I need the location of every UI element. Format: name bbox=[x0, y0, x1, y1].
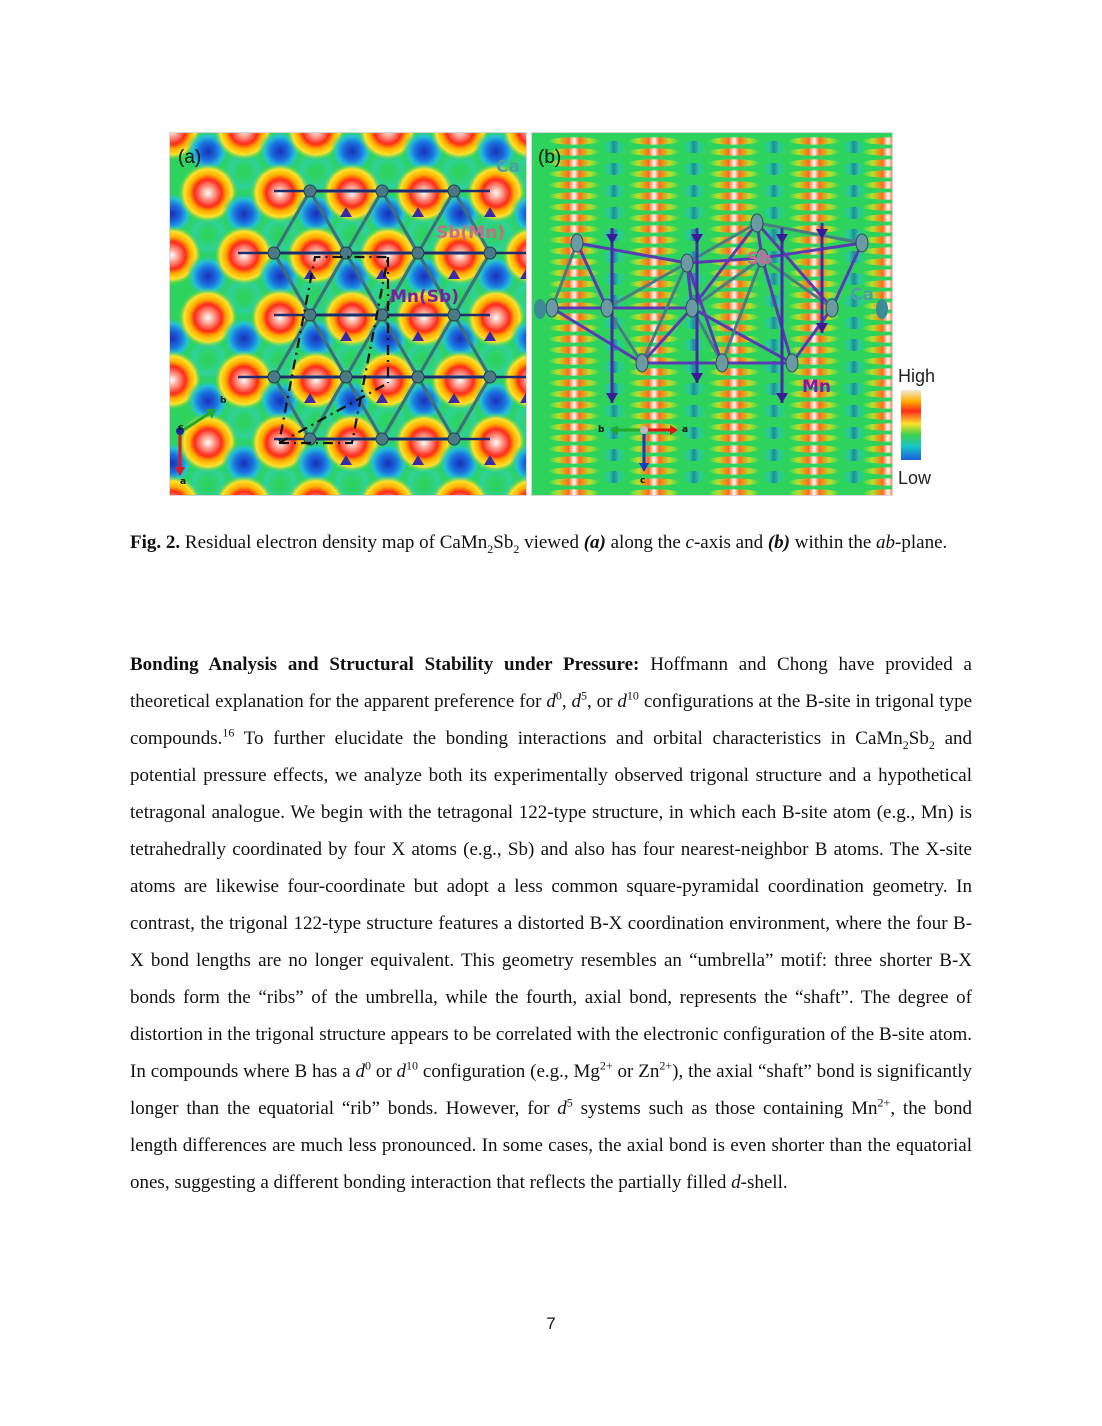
caption-marker-b: (b) bbox=[767, 532, 791, 553]
density-contour bbox=[602, 471, 626, 483]
ca-atom bbox=[534, 299, 546, 319]
density-contour bbox=[762, 185, 786, 197]
body-text: Hoffmann and Chong have provided a theoretical explanation for the apparent preference for bbox=[130, 654, 972, 712]
density-stripe bbox=[628, 456, 680, 463]
body-text: and potential pressure effects, we analyze both its experimentally observed trigonal structure and a hypothetical tetragonal analogue. We begin with the tetragonal 122-type structure, in which each B-site atom (e.g., Mn) is tetrahedrally coordinated by four X atoms (e.g., Sb) and also has four nearest-neighbor B atoms. The X-site atoms are likewise four-coordinate but adopt a less common square-pyramidal coordination geometry. In contrast, the trigonal 122-type structure features a distorted B-X coordination environment, where the four B-X bond lengths are no longer equivalent. This geometry resembles an “umbrella” motif: three shorter B-X bonds form the “ribs” of the umbrella, while the fourth, axial bond, represents the “shaft”. The degree of distortion in the trigonal structure appears to be correlated with the electronic configuration of the B-site atom. In compounds where B has a bbox=[130, 728, 973, 1082]
panel-a-label-ca: Ca bbox=[496, 157, 520, 177]
sb-atom bbox=[571, 234, 583, 252]
density-stripe bbox=[628, 214, 680, 221]
density-stripe bbox=[628, 313, 680, 320]
body-d: d bbox=[546, 691, 556, 712]
body-sup: 5 bbox=[566, 1095, 573, 1110]
density-contour bbox=[842, 427, 866, 439]
figure-caption bbox=[130, 532, 975, 554]
density-contour bbox=[842, 141, 866, 153]
panel-a-axis-b: b bbox=[220, 396, 227, 406]
density-contour bbox=[762, 405, 786, 417]
panel-a-tag: (a) bbox=[178, 147, 202, 168]
density-stripe bbox=[708, 368, 760, 375]
sb-atom bbox=[856, 234, 868, 252]
body-d: d bbox=[355, 1061, 365, 1082]
caption-sub: 2 bbox=[487, 541, 494, 556]
density-stripe bbox=[708, 181, 760, 188]
density-stripe bbox=[788, 192, 840, 199]
density-stripe bbox=[788, 203, 840, 210]
density-stripe bbox=[548, 390, 600, 397]
density-stripe bbox=[548, 203, 600, 210]
body-sup: 2+ bbox=[877, 1095, 891, 1110]
panel-a-density-map bbox=[169, 132, 527, 496]
ca-atom bbox=[376, 185, 388, 197]
density-stripe bbox=[628, 379, 680, 386]
body-sup: 10 bbox=[626, 688, 639, 703]
body-text: configuration (e.g., Mg bbox=[418, 1061, 600, 1082]
density-stripe bbox=[628, 236, 680, 243]
density-colorbar bbox=[901, 390, 921, 460]
body-sub: 2 bbox=[928, 737, 935, 752]
density-stripe bbox=[548, 445, 600, 452]
density-stripe bbox=[708, 170, 760, 177]
density-stripe bbox=[628, 401, 680, 408]
ca-atom bbox=[268, 371, 280, 383]
density-stripe bbox=[788, 467, 840, 474]
panel-b-graphic bbox=[532, 133, 892, 495]
sb-atom bbox=[681, 254, 693, 272]
caption-text: Residual electron density map of CaMn bbox=[180, 532, 488, 553]
axis-origin bbox=[640, 426, 648, 434]
density-contour bbox=[682, 405, 706, 417]
ca-atom bbox=[412, 371, 424, 383]
panel-b-density-map bbox=[531, 132, 893, 496]
density-stripe bbox=[788, 423, 840, 430]
density-stripe bbox=[548, 335, 600, 342]
density-stripe bbox=[548, 357, 600, 364]
density-stripe bbox=[708, 379, 760, 386]
density-contour bbox=[842, 207, 866, 219]
density-stripe bbox=[788, 346, 840, 353]
density-stripe bbox=[548, 478, 600, 485]
body-sup: 10 bbox=[406, 1058, 419, 1073]
body-text: , or bbox=[587, 691, 618, 712]
density-stripe bbox=[708, 148, 760, 155]
ca-atom bbox=[448, 185, 460, 197]
sb-atom bbox=[546, 299, 558, 317]
page-number: 7 bbox=[546, 1314, 556, 1333]
caption-c-axis: c bbox=[685, 532, 694, 553]
density-contour bbox=[842, 163, 866, 175]
density-stripe bbox=[628, 390, 680, 397]
density-contour bbox=[762, 427, 786, 439]
density-stripe bbox=[708, 456, 760, 463]
density-contour bbox=[842, 361, 866, 373]
caption-label: Fig. 2. bbox=[130, 532, 181, 553]
caption-text: along the bbox=[605, 532, 686, 553]
body-text: ), the axial “shaft” bond is significantly longer than the equatorial “rib” bonds. However, for bbox=[130, 1061, 973, 1119]
density-stripe bbox=[708, 401, 760, 408]
panel-a-label-mn-sb: Mn(Sb) bbox=[390, 287, 459, 307]
density-stripe bbox=[708, 434, 760, 441]
density-contour bbox=[842, 449, 866, 461]
density-stripe bbox=[788, 258, 840, 265]
caption-text: viewed bbox=[519, 532, 584, 553]
body-d: d bbox=[617, 691, 627, 712]
density-stripe bbox=[788, 434, 840, 441]
panel-a-label-sb-mn: Sb(Mn) bbox=[436, 223, 505, 243]
density-contour bbox=[842, 405, 866, 417]
density-stripe bbox=[548, 170, 600, 177]
density-stripe bbox=[788, 335, 840, 342]
body-d: d bbox=[396, 1061, 407, 1082]
panel-b-label-ca: Ca bbox=[850, 285, 874, 305]
density-stripe bbox=[548, 456, 600, 463]
body-text: or bbox=[370, 1061, 397, 1082]
density-stripe bbox=[628, 478, 680, 485]
caption-text: -plane. bbox=[895, 532, 948, 553]
density-contour bbox=[842, 339, 866, 351]
density-stripe bbox=[628, 181, 680, 188]
density-contour bbox=[602, 273, 626, 285]
density-stripe bbox=[548, 192, 600, 199]
panel-b-label-mn: Mn bbox=[802, 377, 832, 397]
density-stripe bbox=[548, 379, 600, 386]
density-stripe bbox=[548, 258, 600, 265]
body-paragraph bbox=[130, 646, 972, 1201]
density-stripe bbox=[708, 192, 760, 199]
density-stripe bbox=[788, 445, 840, 452]
density-stripe bbox=[628, 148, 680, 155]
density-stripe bbox=[788, 401, 840, 408]
density-stripe bbox=[708, 159, 760, 166]
density-stripe bbox=[708, 203, 760, 210]
body-text: , the bond length differences are much less pronounced. In some cases, the axial bond is even shorter than the equatorial ones, suggesting a different bonding interaction that reflects the partially filled bbox=[130, 1098, 973, 1193]
ca-atom bbox=[448, 309, 460, 321]
density-contour bbox=[682, 163, 706, 175]
density-contour bbox=[682, 449, 706, 461]
panel-b-tag: (b) bbox=[538, 147, 562, 168]
body-text: systems such as those containing Mn bbox=[572, 1098, 878, 1119]
density-stripe bbox=[548, 401, 600, 408]
ca-atom bbox=[340, 371, 352, 383]
sb-atom bbox=[826, 299, 838, 317]
body-sup: 2+ bbox=[659, 1058, 673, 1073]
caption-sub: 2 bbox=[513, 541, 520, 556]
density-stripe bbox=[628, 445, 680, 452]
density-stripe bbox=[708, 423, 760, 430]
ca-atom bbox=[876, 299, 888, 319]
ca-atom bbox=[484, 247, 496, 259]
density-contour bbox=[602, 207, 626, 219]
caption-text: within the bbox=[790, 532, 877, 553]
density-stripe bbox=[708, 412, 760, 419]
reference-16: 16 bbox=[222, 725, 235, 740]
density-contour bbox=[602, 163, 626, 175]
density-stripe bbox=[628, 368, 680, 375]
ca-atom bbox=[304, 309, 316, 321]
density-contour bbox=[602, 405, 626, 417]
density-stripe bbox=[708, 137, 760, 144]
density-stripe bbox=[548, 434, 600, 441]
density-stripe bbox=[548, 346, 600, 353]
density-stripe bbox=[548, 368, 600, 375]
panel-b-axis-b: b bbox=[598, 425, 605, 435]
sb-atom bbox=[751, 214, 763, 232]
density-stripe bbox=[788, 214, 840, 221]
density-stripe bbox=[628, 137, 680, 144]
density-stripe bbox=[628, 203, 680, 210]
density-stripe bbox=[548, 181, 600, 188]
colorbar-low-label: Low bbox=[898, 468, 932, 488]
density-stripe bbox=[788, 412, 840, 419]
body-d: d bbox=[731, 1172, 741, 1193]
body-text: or Zn bbox=[612, 1061, 660, 1082]
density-stripe bbox=[788, 148, 840, 155]
density-contour bbox=[682, 339, 706, 351]
density-contour bbox=[602, 361, 626, 373]
body-d: d bbox=[571, 691, 581, 712]
sb-atom bbox=[601, 299, 613, 317]
body-text: , bbox=[561, 691, 572, 712]
panel-b-label-sb: Sb bbox=[747, 249, 772, 269]
density-stripe bbox=[788, 181, 840, 188]
density-stripe bbox=[788, 170, 840, 177]
density-stripe bbox=[628, 159, 680, 166]
ca-atom bbox=[448, 433, 460, 445]
density-contour bbox=[762, 163, 786, 175]
density-contour bbox=[762, 449, 786, 461]
density-stripe bbox=[548, 137, 600, 144]
panel-a-axis-a: a bbox=[180, 477, 187, 487]
density-stripe bbox=[628, 412, 680, 419]
body-sup: 0 bbox=[364, 1058, 371, 1073]
body-sup: 2+ bbox=[599, 1058, 613, 1073]
panel-b-axis-a: a bbox=[682, 425, 689, 435]
density-contour bbox=[682, 471, 706, 483]
density-stripe bbox=[708, 302, 760, 309]
sb-atom bbox=[786, 354, 798, 372]
density-stripe bbox=[548, 423, 600, 430]
density-contour bbox=[682, 383, 706, 395]
density-contour bbox=[762, 207, 786, 219]
density-contour bbox=[682, 185, 706, 197]
caption-text: -axis and bbox=[693, 532, 768, 553]
body-text: configurations at the B-site in trigonal type compounds. bbox=[130, 691, 973, 749]
body-sub: 2 bbox=[902, 737, 909, 752]
density-stripe bbox=[788, 478, 840, 485]
density-contour bbox=[602, 141, 626, 153]
density-contour bbox=[842, 317, 866, 329]
density-stripe bbox=[708, 390, 760, 397]
colorbar-high-label: High bbox=[898, 366, 936, 386]
density-stripe bbox=[788, 159, 840, 166]
density-contour bbox=[682, 207, 706, 219]
density-stripe bbox=[628, 225, 680, 232]
section-heading: Bonding Analysis and Structural Stability under Pressure: bbox=[130, 654, 640, 675]
density-contour bbox=[602, 251, 626, 263]
density-stripe bbox=[548, 280, 600, 287]
panel-b-axis-c: c bbox=[640, 476, 646, 486]
caption-marker-a: (a) bbox=[583, 532, 606, 553]
figure-2 bbox=[163, 128, 938, 503]
density-stripe bbox=[708, 467, 760, 474]
density-stripe bbox=[788, 137, 840, 144]
density-stripe bbox=[628, 467, 680, 474]
body-text: Sb bbox=[908, 728, 929, 749]
body-sup: 5 bbox=[581, 688, 587, 703]
density-contour bbox=[762, 141, 786, 153]
density-contour bbox=[842, 471, 866, 483]
density-stripe bbox=[788, 456, 840, 463]
density-contour bbox=[602, 449, 626, 461]
body-sup: 0 bbox=[555, 688, 562, 703]
density-stripe bbox=[788, 269, 840, 276]
density-stripe bbox=[628, 170, 680, 177]
ca-atom bbox=[412, 247, 424, 259]
sb-atom bbox=[686, 299, 698, 317]
ca-atom bbox=[268, 247, 280, 259]
density-stripe bbox=[708, 478, 760, 485]
caption-ab-plane: ab bbox=[876, 532, 896, 553]
density-stripe bbox=[628, 434, 680, 441]
density-stripe bbox=[548, 225, 600, 232]
ca-atom bbox=[304, 185, 316, 197]
density-stripe bbox=[548, 324, 600, 331]
density-contour bbox=[762, 471, 786, 483]
density-contour bbox=[842, 185, 866, 197]
density-contour bbox=[602, 185, 626, 197]
sb-atom bbox=[636, 354, 648, 372]
density-contour bbox=[842, 383, 866, 395]
density-stripe bbox=[548, 467, 600, 474]
density-stripe bbox=[628, 192, 680, 199]
panel-a-graphic bbox=[170, 133, 526, 495]
density-stripe bbox=[708, 445, 760, 452]
sb-atom bbox=[716, 354, 728, 372]
density-stripe bbox=[548, 412, 600, 419]
ca-atom bbox=[376, 433, 388, 445]
ca-atom bbox=[484, 371, 496, 383]
body-d: d bbox=[557, 1098, 567, 1119]
density-contour bbox=[682, 141, 706, 153]
body-text: To further elucidate the bonding interactions and orbital characteristics in CaMn bbox=[234, 728, 903, 749]
caption-text: Sb bbox=[493, 532, 514, 553]
body-text: -shell. bbox=[740, 1172, 788, 1193]
density-stripe bbox=[548, 214, 600, 221]
panel-a-axis-c: c bbox=[178, 423, 184, 433]
